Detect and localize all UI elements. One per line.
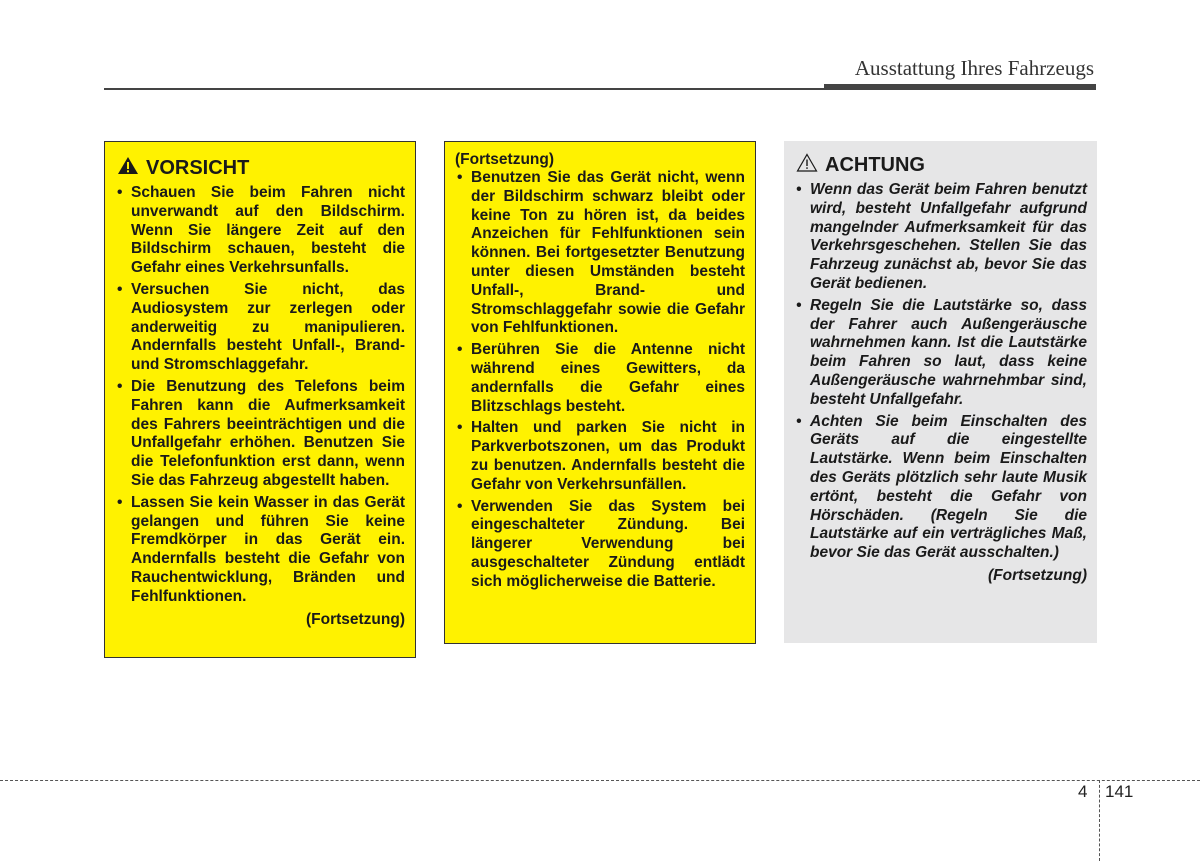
list-item: • Wenn das Gerät beim Fahren benutzt wird, besteht Unfallgefahr aufgrund mangelnder Aufmerksamkeit für das Verkehrsgeschehen. Stellen Sie das Fahrzeug zunächst ab, bevor Sie das Gerät bedienen. <box>796 181 1087 292</box>
list-item: • Die Benutzung des Telefons beim Fahren kann die Aufmerksamkeit des Fahrers beeinträchtigen und die Unfallgefahr erhöhen. Benutzen Sie die Telefonfunktion erst dann, wenn Sie das Fahrzeug abgestellt haben. <box>117 377 405 489</box>
list-item: • Schauen Sie beim Fahren nicht unverwandt auf den Bildschirm. Wenn Sie längere Zeit auf den Bildschirm schauen, besteht die Gefahr eines Verkehrsunfalls. <box>117 184 405 277</box>
caution-list <box>115 184 405 607</box>
list-item: • Berühren Sie die Antenne nicht während eines Gewitters, da andernfalls die Gefahr eines Blitzschlags besteht. <box>457 341 745 415</box>
notice-list <box>794 181 1087 563</box>
header-rule <box>104 88 1096 90</box>
notice-heading: ACHTUNG <box>825 154 925 176</box>
list-item: • Halten und parken Sie nicht in Parkverbotszonen, um das Produkt zu benutzen. Andernfalls besteht die Gefahr von Verkehrsunfällen. <box>457 419 745 493</box>
continued-label: (Fortsetzung) <box>987 566 1087 584</box>
notice-heading-row <box>796 153 1087 178</box>
chapter-number: 4 <box>1078 782 1088 801</box>
caution-heading-row <box>117 156 405 181</box>
caution-heading: VORSICHT <box>146 157 250 179</box>
footer-rule <box>0 780 1200 781</box>
list-item: • Benutzen Sie das Gerät nicht, wenn der Bildschirm schwarz bleibt oder keine Ton zu hören ist, da beides Anzeichen für Fehlfunktionen sein können. Bei fortgesetzter Benutzung unter diesen Umständen besteht Unfall-, Brand- und Stromschlaggefahr sowie die Gefahr von Fehlfunktionen. <box>457 169 745 337</box>
warning-triangle-outline-icon <box>796 153 825 178</box>
notice-box <box>784 141 1097 643</box>
list-item: • Versuchen Sie nicht, das Audiosystem zur zerlegen oder anderweitig zu manipulieren. Andernfalls besteht Unfall-, Brand- und Stromschlaggefahr. <box>117 280 405 374</box>
footer-divider <box>1099 780 1100 861</box>
caution-continued-list <box>455 169 745 592</box>
warning-triangle-filled-icon <box>117 156 146 181</box>
list-item: • Achten Sie beim Einschalten des Geräts auf die eingestellte Lautstärke. Wenn beim Einschalten des Geräts plötzlich sehr laute Musik ertönt, besteht die Gefahr von Hörschäden. (Regeln Sie die Lautstärke auf ein verträgliches Maß, bevor Sie das Gerät ausschalten.) <box>796 412 1087 562</box>
continued-label: (Fortsetzung) <box>305 610 405 628</box>
list-item: • Verwenden Sie das System bei eingeschalteter Zündung. Bei längerer Verwendung bei ausgeschalteter Zündung entlädt sich möglicherweise die Batterie. <box>457 497 745 590</box>
page-header-title: Ausstattung Ihres Fahrzeugs <box>854 56 1094 80</box>
page-number: 141 <box>1105 782 1134 801</box>
caution-box <box>104 141 416 658</box>
caution-continued-box <box>444 141 756 644</box>
continued-top-label: (Fortsetzung) <box>455 151 555 168</box>
list-item: • Lassen Sie kein Wasser in das Gerät gelangen und führen Sie keine Fremdkörper in das Gerät ein. Andernfalls besteht die Gefahr von Rauchentwicklung, Bränden und Fehlfunktionen. <box>117 493 405 605</box>
list-item: • Regeln Sie die Lautstärke so, dass der Fahrer auch Außengeräusche wahrnehmen kann. Ist die Lautstärke beim Fahren so laut, dass keine Außengeräusche wahrnehmbar sind, besteht Unfallgefahr. <box>796 296 1087 408</box>
